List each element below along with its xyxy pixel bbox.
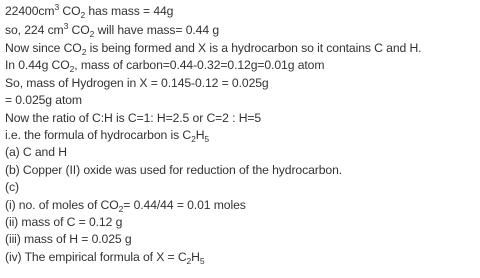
answer-c-ii: (ii) mass of C = 0.12 g [5, 214, 123, 229]
line-gram-atom: = 0.025g atom [5, 93, 82, 108]
text: H [191, 249, 200, 264]
text: CO [68, 23, 90, 37]
text: has mass = 44g [85, 4, 174, 18]
text: is being formed and X is a hydrocarbon so it contains C and H. [86, 41, 422, 55]
subscript: 2 [69, 64, 75, 75]
subscript: 2 [80, 10, 86, 20]
superscript: 3 [63, 21, 69, 31]
text: (iv) The empirical formula of X = C [5, 249, 187, 264]
solution-text [5, 2, 479, 266]
superscript: 3 [54, 2, 60, 12]
text: In 0.44g CO [5, 58, 70, 73]
text: Now since CO [5, 41, 82, 55]
line-mass-carbon [5, 57, 479, 74]
subscript: 2 [118, 203, 124, 214]
line-co2-mass [5, 2, 479, 21]
subscript: 5 [204, 133, 210, 144]
subscript: 2 [89, 29, 95, 39]
text: H [195, 127, 205, 142]
line-contains-c-h [5, 40, 479, 57]
text: = 0.44/44 = 0.01 moles [123, 197, 246, 212]
answer-a: (a) C and H [5, 145, 67, 160]
answer-c-heading: (c) [5, 180, 19, 195]
answer-c-iii: (iii) mass of H = 0.025 g [5, 232, 132, 247]
answer-c-iv [5, 249, 479, 266]
text: , mass of carbon=0.44-0.32=0.12g=0.01g atom [74, 58, 325, 73]
answer-b: (b) Copper (II) oxide was used for reduction of the hydrocarbon. [5, 162, 343, 177]
text: will have mass= 0.44 g [94, 23, 219, 37]
line-224-mass [5, 21, 479, 40]
text: 22400cm [5, 4, 55, 18]
subscript: 2 [191, 133, 196, 144]
line-ratio: Now the ratio of C:H is C=1: H=2.5 or C=2 : H=5 [5, 110, 262, 125]
answer-c-i [5, 197, 479, 214]
text: (i) no. of moles of CO [5, 197, 119, 212]
subscript: 5 [199, 255, 205, 266]
line-formula [5, 127, 479, 144]
text: CO [59, 4, 81, 18]
line-mass-hydrogen: So, mass of Hydrogen in X = 0.145-0.12 = 0.025g [5, 75, 269, 90]
text: so, 224 cm [5, 23, 64, 37]
subscript: 2 [81, 47, 87, 57]
subscript: 2 [186, 255, 192, 266]
text: i.e. the formula of hydrocarbon is C [5, 127, 192, 142]
